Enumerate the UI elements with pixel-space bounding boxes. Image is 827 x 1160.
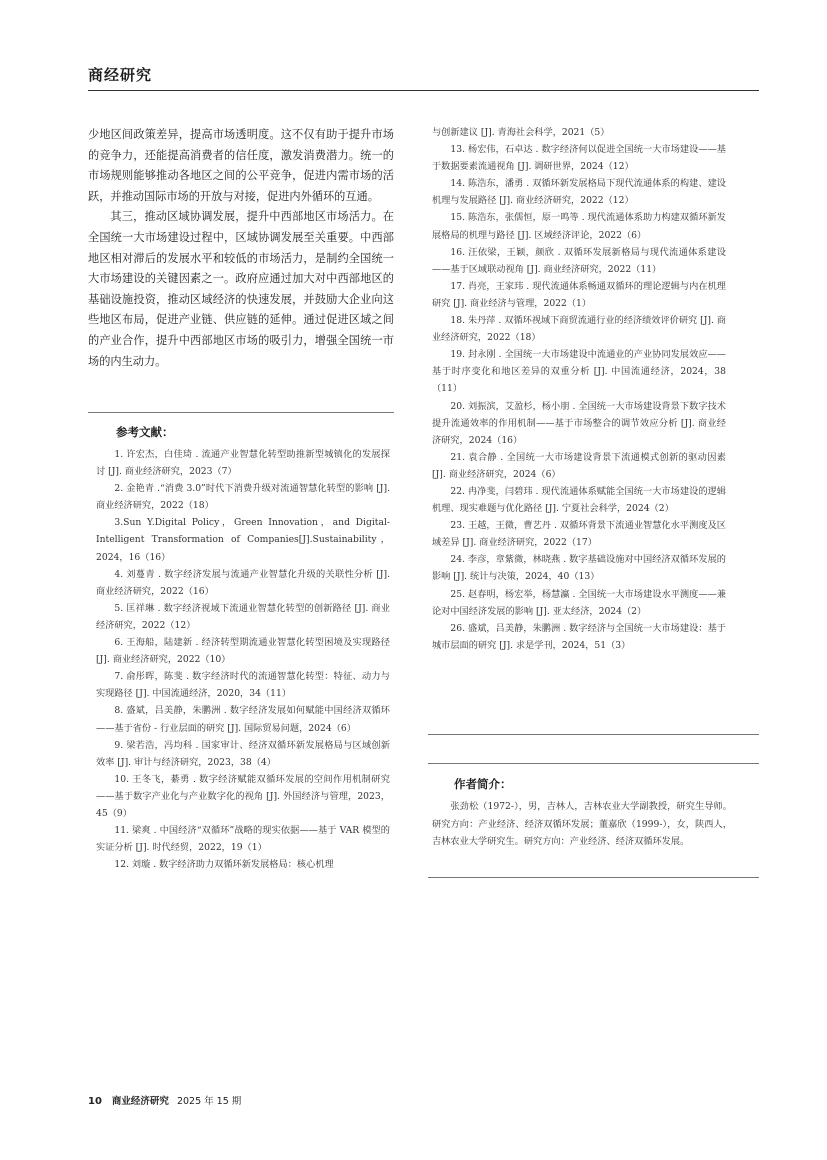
author-top-rule	[428, 763, 759, 764]
body-paragraph: 少地区间政策差异，提高市场透明度。这不仅有助于提升市场的竞争力，还能提高消费者的信任度，激发消费潜力。统一的市场规则能够推动各地区之间的公平竞争，促进内需市场的活跃，并推动国际市场的开放与对接，促进内外循环的互通。	[88, 128, 394, 203]
reference-item: 2. 金艳青 .“消费 3.0”时代下消费升级对流通智慧化转型的影响 [J]. 商业经济研究，2022（18）	[96, 483, 390, 512]
author-bottom-rule	[428, 877, 759, 878]
reference-item: 15. 陈浩东，张儒恒，原一鸣等 . 现代流通体系助力构建双循环新发展格局的机理与路径 [J]. 区域经济评论，2022（6）	[432, 212, 726, 241]
reference-item-continuation: 与创新建议 [J]. 青海社会科学，2021（5）	[432, 127, 610, 138]
reference-item: 11. 梁爽 . 中国经济“双循环”战略的现实依据——基于 VAR 模型的实证分析 [J]. 时代经贸，2022，19（1）	[96, 825, 390, 854]
author-heading: 作者简介：	[454, 777, 512, 791]
reference-item: 21. 袁合静 . 全国统一大市场建设背景下流通模式创新的驱动因素 [J]. 商业经济研究，2024（6）	[432, 451, 726, 480]
reference-item: 23. 王越，王微，曹艺丹 . 双循环背景下流通业智慧化水平测度及区域差异 [J]. 商业经济研究，2022（17）	[432, 520, 726, 549]
reference-item: 1. 许宏杰，白佳琦 . 流通产业智慧化转型助推新型城镇化的发展探讨 [J]. 商业经济研究，2023（7）	[96, 449, 390, 478]
body-paragraph: 其三，推动区域协调发展，提升中西部地区市场活力。在全国统一大市场建设过程中，区域协调发展至关重要。中西部地区相对滞后的发展水平和较低的市场活力，是制约全国统一大市场建设的关键因素之一。政府应通过加大对中西部地区的基础设施投资，推动区域经济的快速发展，并鼓励大企业向这些地区布局，促进产业链、供应链的延伸。通过促进区域之间的产业合作，提升中西部地区市场的吸引力，增强全国统一市场的内生动力。	[88, 210, 394, 368]
reference-item: 20. 刘振滨，艾盈杉，杨小朋 . 全国统一大市场建设背景下数字技术提升流通效率的作用机制——基于市场整合的调节效应分析 [J]. 商业经济研究，2024（16）	[432, 400, 726, 446]
reference-item: 16. 汪依梁，王颖，颜欣 . 双循环发展新格局与现代流通体系建设——基于区域联动视角 [J]. 商业经济研究，2022（11）	[432, 246, 726, 275]
reference-item: 17. 肖亮，王家玮 . 现代流通体系畅通双循环的理论逻辑与内在机理研究 [J]. 商业经济与管理，2022（1）	[432, 280, 726, 309]
running-header-title: 商经研究	[88, 66, 153, 84]
reference-item: 8. 盛斌，吕美静，朱鹏洲 . 数字经济发展如何赋能中国经济双循环——基于省份 - 行业层面的研究 [J]. 国际贸易问题，2024（6）	[96, 705, 390, 734]
references-left	[96, 446, 390, 873]
references-right	[432, 124, 726, 654]
author-intro-text: 张劲松（1972-），男，吉林人，吉林农业大学副教授，研究生导师。研究方向：产业经济、经济双循环发展；董嘉欣（1999-），女，陕西人，吉林农业大学研究生。研究方向：产业经济、经济双循环发展。	[432, 801, 732, 848]
reference-item: 7. 俞彤晖，陈斐 . 数字经济时代的流通智慧化转型：特征、动力与实现路径 [J]. 中国流通经济，2020，34（11）	[96, 671, 390, 700]
page-number: 10	[88, 1096, 102, 1107]
page-footer	[88, 1093, 241, 1107]
author-intro	[432, 798, 732, 851]
references-bottom-rule	[428, 734, 759, 735]
header-rule	[88, 90, 759, 91]
reference-item: 13. 杨宏伟，石卓达 . 数字经济何以促进全国统一大市场建设——基于数据要素流通视角 [J]. 调研世界，2024（12）	[432, 144, 726, 173]
references-heading: 参考文献：	[116, 425, 174, 439]
reference-item: 22. 冉净斐，闫碧玮 . 现代流通体系赋能全国统一大市场建设的逻辑机理、现实难题与优化路径 [J]. 宁夏社会科学，2024（2）	[432, 485, 726, 515]
issue-label: 2025 年 15 期	[176, 1096, 242, 1107]
reference-item: 5. 匡祥琳 . 数字经济视域下流通业智慧化转型的创新路径 [J]. 商业经济研究，2022（12）	[96, 602, 390, 631]
reference-item: 6. 王海船，陆建新 . 经济转型期流通业智慧化转型困境及实现路径 [J]. 商业经济研究，2022（10）	[96, 637, 390, 666]
reference-item: 9. 梁若浩，冯均科 . 国家审计、经济双循环新发展格局与区域创新效率 [J]. 审计与经济研究，2023，38（4）	[96, 739, 390, 768]
journal-name: 商业经济研究	[111, 1096, 169, 1107]
references-top-rule	[88, 412, 394, 413]
body-text	[88, 125, 394, 372]
reference-item: 26. 盛斌，吕美静，朱鹏洲 . 数字经济与全国统一大市场建设：基于城市层面的研究 [J]. 求是学刊，2024，51（3）	[432, 622, 726, 651]
reference-item: 12. 刘璇 . 数字经济助力双循环新发展格局：核心机理	[114, 859, 334, 871]
reference-item: 3.Sun Y.Digital Policy，Green Innovation，and Digital-Intelligent Transformation of Companies[J].Sustainability，2024，16（16）	[96, 517, 390, 563]
reference-item: 10. 王冬飞，綦勇 . 数字经济赋能双循环发展的空间作用机制研究——基于数字产业化与产业数字化的视角 [J]. 外国经济与管理，2023，45（9）	[96, 773, 390, 819]
reference-item: 25. 赵春明，杨宏举，杨慧瀛 . 全国统一大市场建设水平测度——兼论对中国经济发展的影响 [J]. 亚太经济，2024（2）	[432, 588, 726, 617]
reference-item: 24. 李彦，章紫微，林晓燕 . 数字基础设施对中国经济双循环发展的影响 [J]. 统计与决策，2024，40（13）	[432, 554, 726, 583]
reference-item: 19. 封永刚 . 全国统一大市场建设中流通业的产业协同发展效应——基于时序变化和地区差异的双重分析 [J]. 中国流通经济，2024，38（11）	[432, 349, 726, 395]
reference-item: 14. 陈浩东，潘勇 . 双循环新发展格局下现代流通体系的构建、建设机理与发展路径 [J]. 商业经济研究，2022（12）	[432, 178, 726, 207]
reference-item: 18. 朱丹萍 . 双循环视域下商贸流通行业的经济绩效评价研究 [J]. 商业经济研究，2022（18）	[432, 315, 726, 344]
reference-item: 4. 刘蔓青 . 数字经济发展与流通产业智慧化升级的关联性分析 [J]. 商业经济研究，2022（16）	[96, 568, 390, 597]
